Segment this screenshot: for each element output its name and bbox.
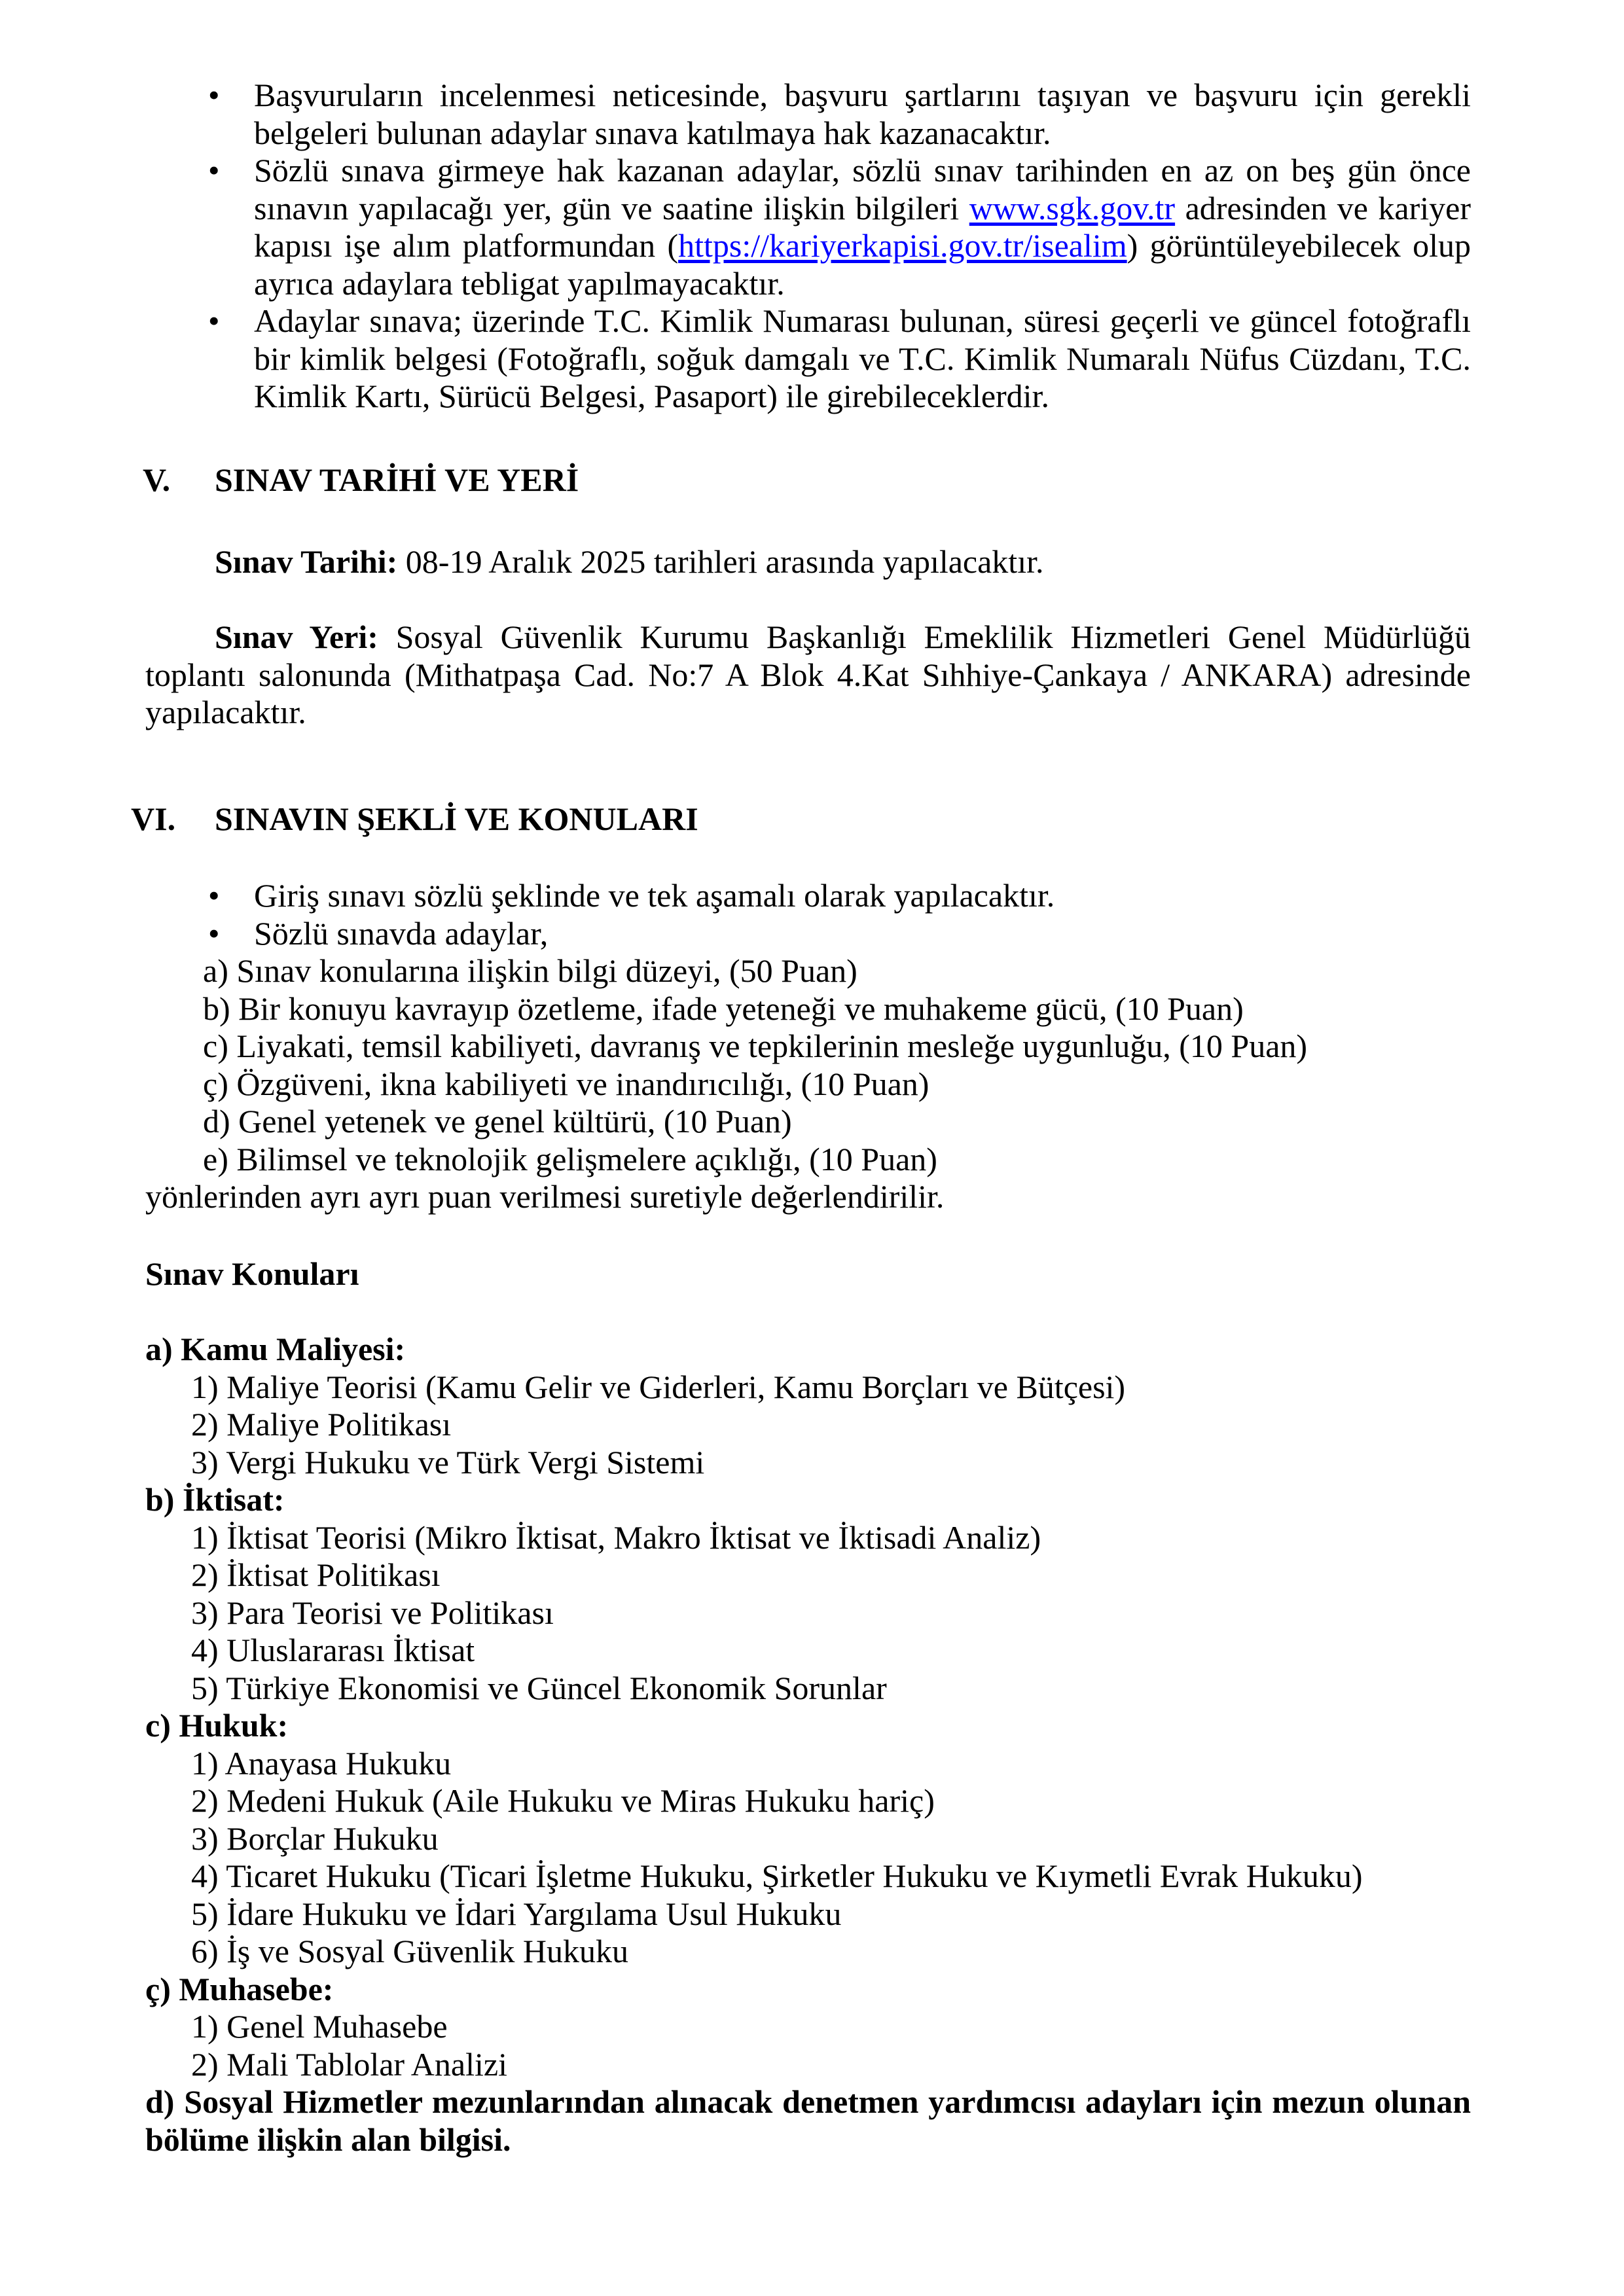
topic-item: 2) Medeni Hukuk (Aile Hukuku ve Miras Hukuku hariç) [191, 1782, 935, 1819]
criteria-closing: yönlerinden ayrı ayrı puan verilmesi suretiyle değerlendirilir. [145, 1178, 945, 1215]
exam-topics-heading: Sınav Konuları [145, 1255, 359, 1292]
topic-item: 1) Genel Muhasebe [191, 2008, 448, 2045]
bullet-text: Başvuruların incelenmesi neticesinde, başvuru şartlarını taşıyan ve başvuru için gerekli belgeleri bulunan adaylar sınava katılmaya hak kazanacaktır. [254, 77, 1471, 151]
exam-date-value: 08-19 Aralık 2025 tarihleri arasında yapılacaktır. [397, 543, 1044, 580]
bullet-text: ) görüntüleyebilecek olup ayrıca adaylara tebligat yapılmayacaktır. [254, 227, 1471, 302]
topic-item: 1) Anayasa Hukuku [191, 1744, 452, 1782]
bullet-text: Giriş sınavı sözlü şeklinde ve tek aşamalı olarak yapılacaktır. [254, 877, 1055, 914]
criterion-item: d) Genel yetenek ve genel kültürü, (10 Puan) [203, 1103, 792, 1139]
topic-item: 2) İktisat Politikası [191, 1556, 441, 1593]
exam-date-label: Sınav Tarihi: [215, 543, 398, 580]
topic-title: ç) Muhasebe: [145, 1970, 334, 2007]
bullet-text: Sözlü sınavda adaylar, [254, 914, 549, 952]
exam-place-label: Sınav Yeri: [215, 619, 378, 655]
kariyerkapisi-link[interactable]: https://kariyerkapisi.gov.tr/isealim [678, 227, 1127, 264]
section-v-heading [143, 461, 1125, 499]
topic-item: 1) Maliye Teorisi (Kamu Gelir ve Giderleri, Kamu Borçları ve Bütçesi) [191, 1368, 1126, 1405]
topic-item: 5) Türkiye Ekonomisi ve Güncel Ekonomik Sorunlar [191, 1669, 887, 1706]
topic-item: 4) Ticaret Hukuku (Ticari İşletme Hukuku, Şirketler Hukuku ve Kıymetli Evrak Hukuku) [191, 1857, 1363, 1894]
exam-topics-list [145, 1331, 1471, 2159]
list-item [145, 915, 1471, 953]
criterion-item: e) Bilimsel ve teknolojik gelişmelere açıklığı, (10 Puan) [203, 1140, 937, 1177]
exam-place [145, 619, 1471, 732]
list-item [145, 877, 1471, 915]
bullet-icon: • [208, 877, 220, 914]
bullet-icon: • [208, 77, 220, 113]
criterion-item: c) Liyakati, temsil kabiliyeti, davranış ve tepkilerinin mesleğe uygunluğu, (10 Puan) [203, 1028, 1308, 1064]
criterion-item: ç) Özgüveni, ikna kabiliyeti ve inandırıcılığı, (10 Puan) [203, 1065, 929, 1102]
topic-title: b) İktisat: [145, 1481, 285, 1518]
topic-item: 6) İş ve Sosyal Güvenlik Hukuku [191, 1933, 628, 1969]
section-title: SINAVIN ŞEKLİ VE KONULARI [215, 800, 698, 837]
section-title: SINAV TARİHİ VE YERİ [215, 461, 579, 498]
topic-item: 4) Uluslararası İktisat [191, 1632, 475, 1668]
topic-item: 2) Maliye Politikası [191, 1406, 452, 1443]
bullet-icon: • [208, 302, 220, 339]
topic-item: 2) Mali Tablolar Analizi [191, 2045, 507, 2083]
scoring-criteria-list [145, 952, 1471, 1216]
exam-date [145, 543, 1471, 581]
bullet-icon: • [208, 914, 220, 952]
topic-item: 3) Borçlar Hukuku [191, 1820, 439, 1857]
bullet-text: Sözlü sınava girmeye hak kazanan adaylar, sözlü sınav tarihinden en az on beş gün önce sınavın yapılacağı yer, gün ve saatine ilişkin bilgileri [254, 152, 1471, 226]
topic-item: 3) Vergi Hukuku ve Türk Vergi Sistemi [191, 1443, 705, 1480]
topic-item: 1) İktisat Teorisi (Mikro İktisat, Makro İktisat ve İktisadi Analiz) [191, 1518, 1041, 1556]
topic-title: c) Hukuk: [145, 1707, 289, 1744]
intro-bullet-list [145, 77, 1471, 416]
topic-item: 3) Para Teorisi ve Politikası [191, 1594, 554, 1631]
topic-item: 5) İdare Hukuku ve İdari Yargılama Usul Hukuku [191, 1895, 842, 1932]
section-vi-heading [131, 800, 1113, 838]
bullet-icon: • [208, 152, 220, 188]
exam-place-value: Sosyal Güvenlik Kurumu Başkanlığı Emeklilik Hizmetleri Genel Müdürlüğü toplantı salonunda (Mithatpaşa Cad. No:7 A Blok 4.Kat Sıhhiye-Çankaya / ANKARA) adresinde yapılacaktır. [145, 619, 1471, 730]
bullet-text: adresinden ve kariyer kapısı işe alım platformundan ( [254, 189, 1471, 264]
list-item [145, 152, 1471, 302]
list-item [145, 77, 1471, 152]
criterion-item: a) Sınav konularına ilişkin bilgi düzeyi, (50 Puan) [203, 952, 857, 989]
bullet-text: Adaylar sınava; üzerinde T.C. Kimlik Numarası bulunan, süresi geçerli ve güncel fotoğraflı bir kimlik belgesi (Fotoğraflı, soğuk damgalı ve T.C. Kimlik Numaralı Nüfus Cüzdanı, T.C. Kimlik Kartı, Sürücü Belgesi, Pasaport) ile girebileceklerdir. [254, 302, 1471, 414]
criterion-item: b) Bir konuyu kavrayıp özetleme, ifade yeteneği ve muhakeme gücü, (10 Puan) [203, 990, 1244, 1027]
list-item [145, 302, 1471, 416]
sgk-link[interactable]: www.sgk.gov.tr [969, 189, 1176, 226]
exam-format-bullets [145, 877, 1471, 952]
section-number: VI. [131, 800, 176, 837]
topic-d: d) Sosyal Hizmetler mezunlarından alınacak denetmen yardımcısı adayları için mezun olunan bölüme ilişkin alan bilgisi. [145, 2083, 1471, 2158]
section-number: V. [143, 461, 171, 498]
topic-title: a) Kamu Maliyesi: [145, 1331, 406, 1367]
